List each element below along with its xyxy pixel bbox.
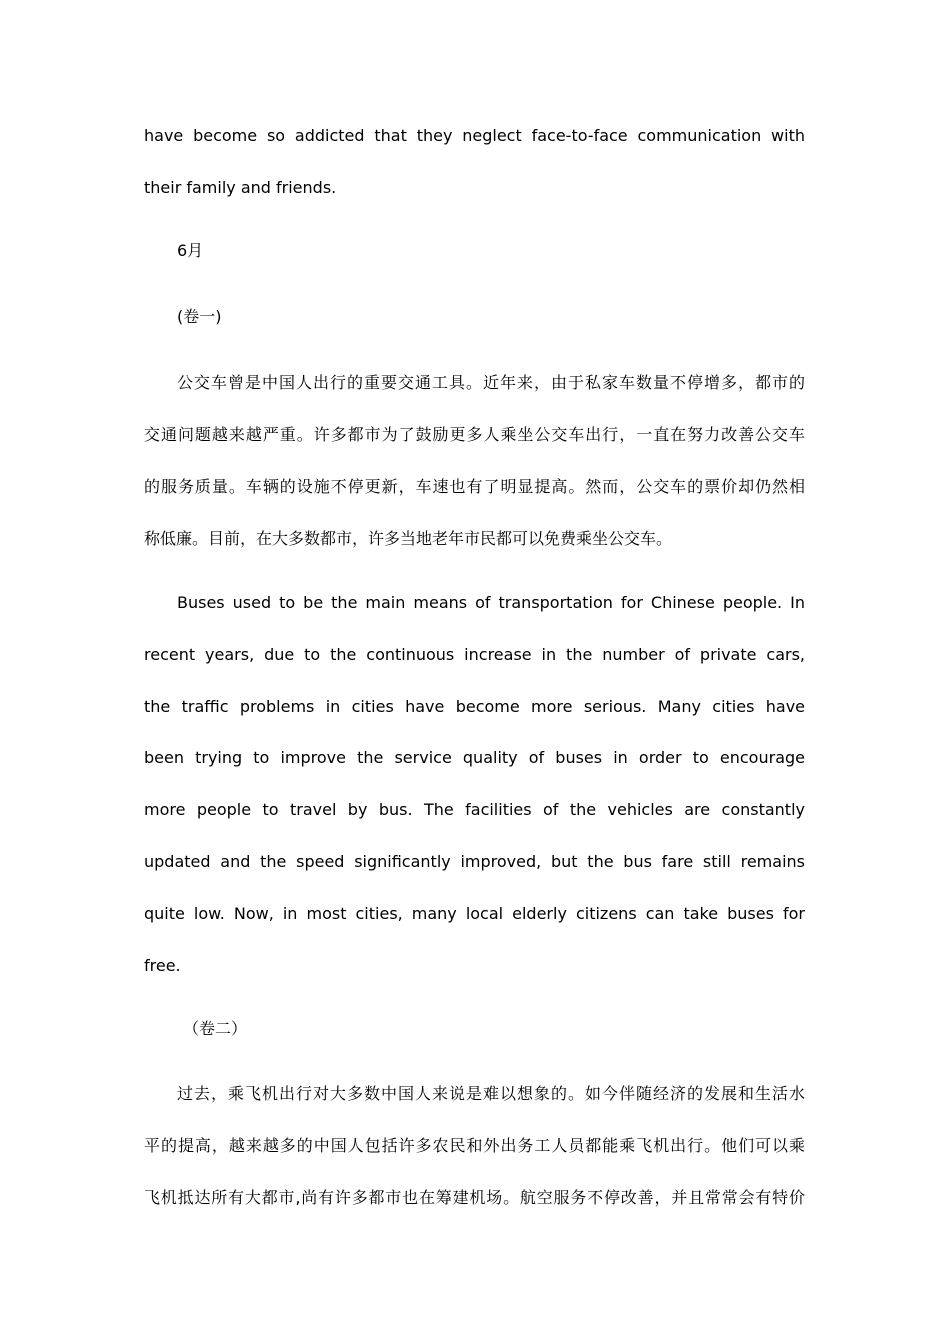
paper-one-chinese-line-1: 公交车曾是中国人出行的重要交通工具。近年来，由于私家车数量不停增多，都市的: [177, 373, 805, 392]
paper-two-chinese-line-1: 过去，乘飞机出行对大多数中国人来说是难以想象的。如今伴随经济的发展和生活水: [177, 1084, 805, 1103]
paper-one-english-line-6: updated and the speed significantly improved, but the bus fare still remains: [144, 852, 805, 871]
paper-one-english-line-2: recent years, due to the continuous increase in the number of private cars,: [144, 645, 805, 664]
paper-one-english-line-5: more people to travel by bus. The facilities of the vehicles are constantly: [144, 800, 805, 819]
paper-one-chinese-line-2: 交通问题越来越严重。许多都市为了鼓励更多人乘坐公交车出行，一直在努力改善公交车: [144, 425, 805, 444]
paper-one-english-line-1: Buses used to be the main means of transportation for Chinese people. In: [177, 593, 805, 612]
paper-two-label: （卷二）: [183, 1019, 248, 1038]
paper-one-english-line-7: quite low. Now, in most cities, many local elderly citizens can take buses for: [144, 904, 805, 923]
month-heading: 6月: [177, 241, 204, 260]
paper-one-english-line-3: the traffic problems in cities have become more serious. Many cities have: [144, 697, 805, 716]
paper-one-label: (卷一): [177, 307, 222, 326]
paper-one-english-line-8: free.: [144, 956, 181, 975]
paper-two-chinese-line-2: 平的提高，越来越多的中国人包括许多农民和外出务工人员都能乘飞机出行。他们可以乘: [144, 1136, 805, 1155]
paper-one-chinese-line-4: 称低廉。目前，在大多数都市，许多当地老年市民都可以免费乘坐公交车。: [144, 529, 673, 548]
intro-line-1: have become so addicted that they neglect face-to-face communication with: [144, 126, 805, 145]
paper-one-english-line-4: been trying to improve the service quality of buses in order to encourage: [144, 748, 805, 767]
intro-line-2: their family and friends.: [144, 178, 337, 197]
paper-two-chinese-line-3: 飞机抵达所有大都市,尚有许多都市也在筹建机场。航空服务不停改善，并且常常会有特价: [144, 1188, 805, 1207]
paper-one-chinese-line-3: 的服务质量。车辆的设施不停更新，车速也有了明显提高。然而，公交车的票价却仍然相: [144, 477, 805, 496]
